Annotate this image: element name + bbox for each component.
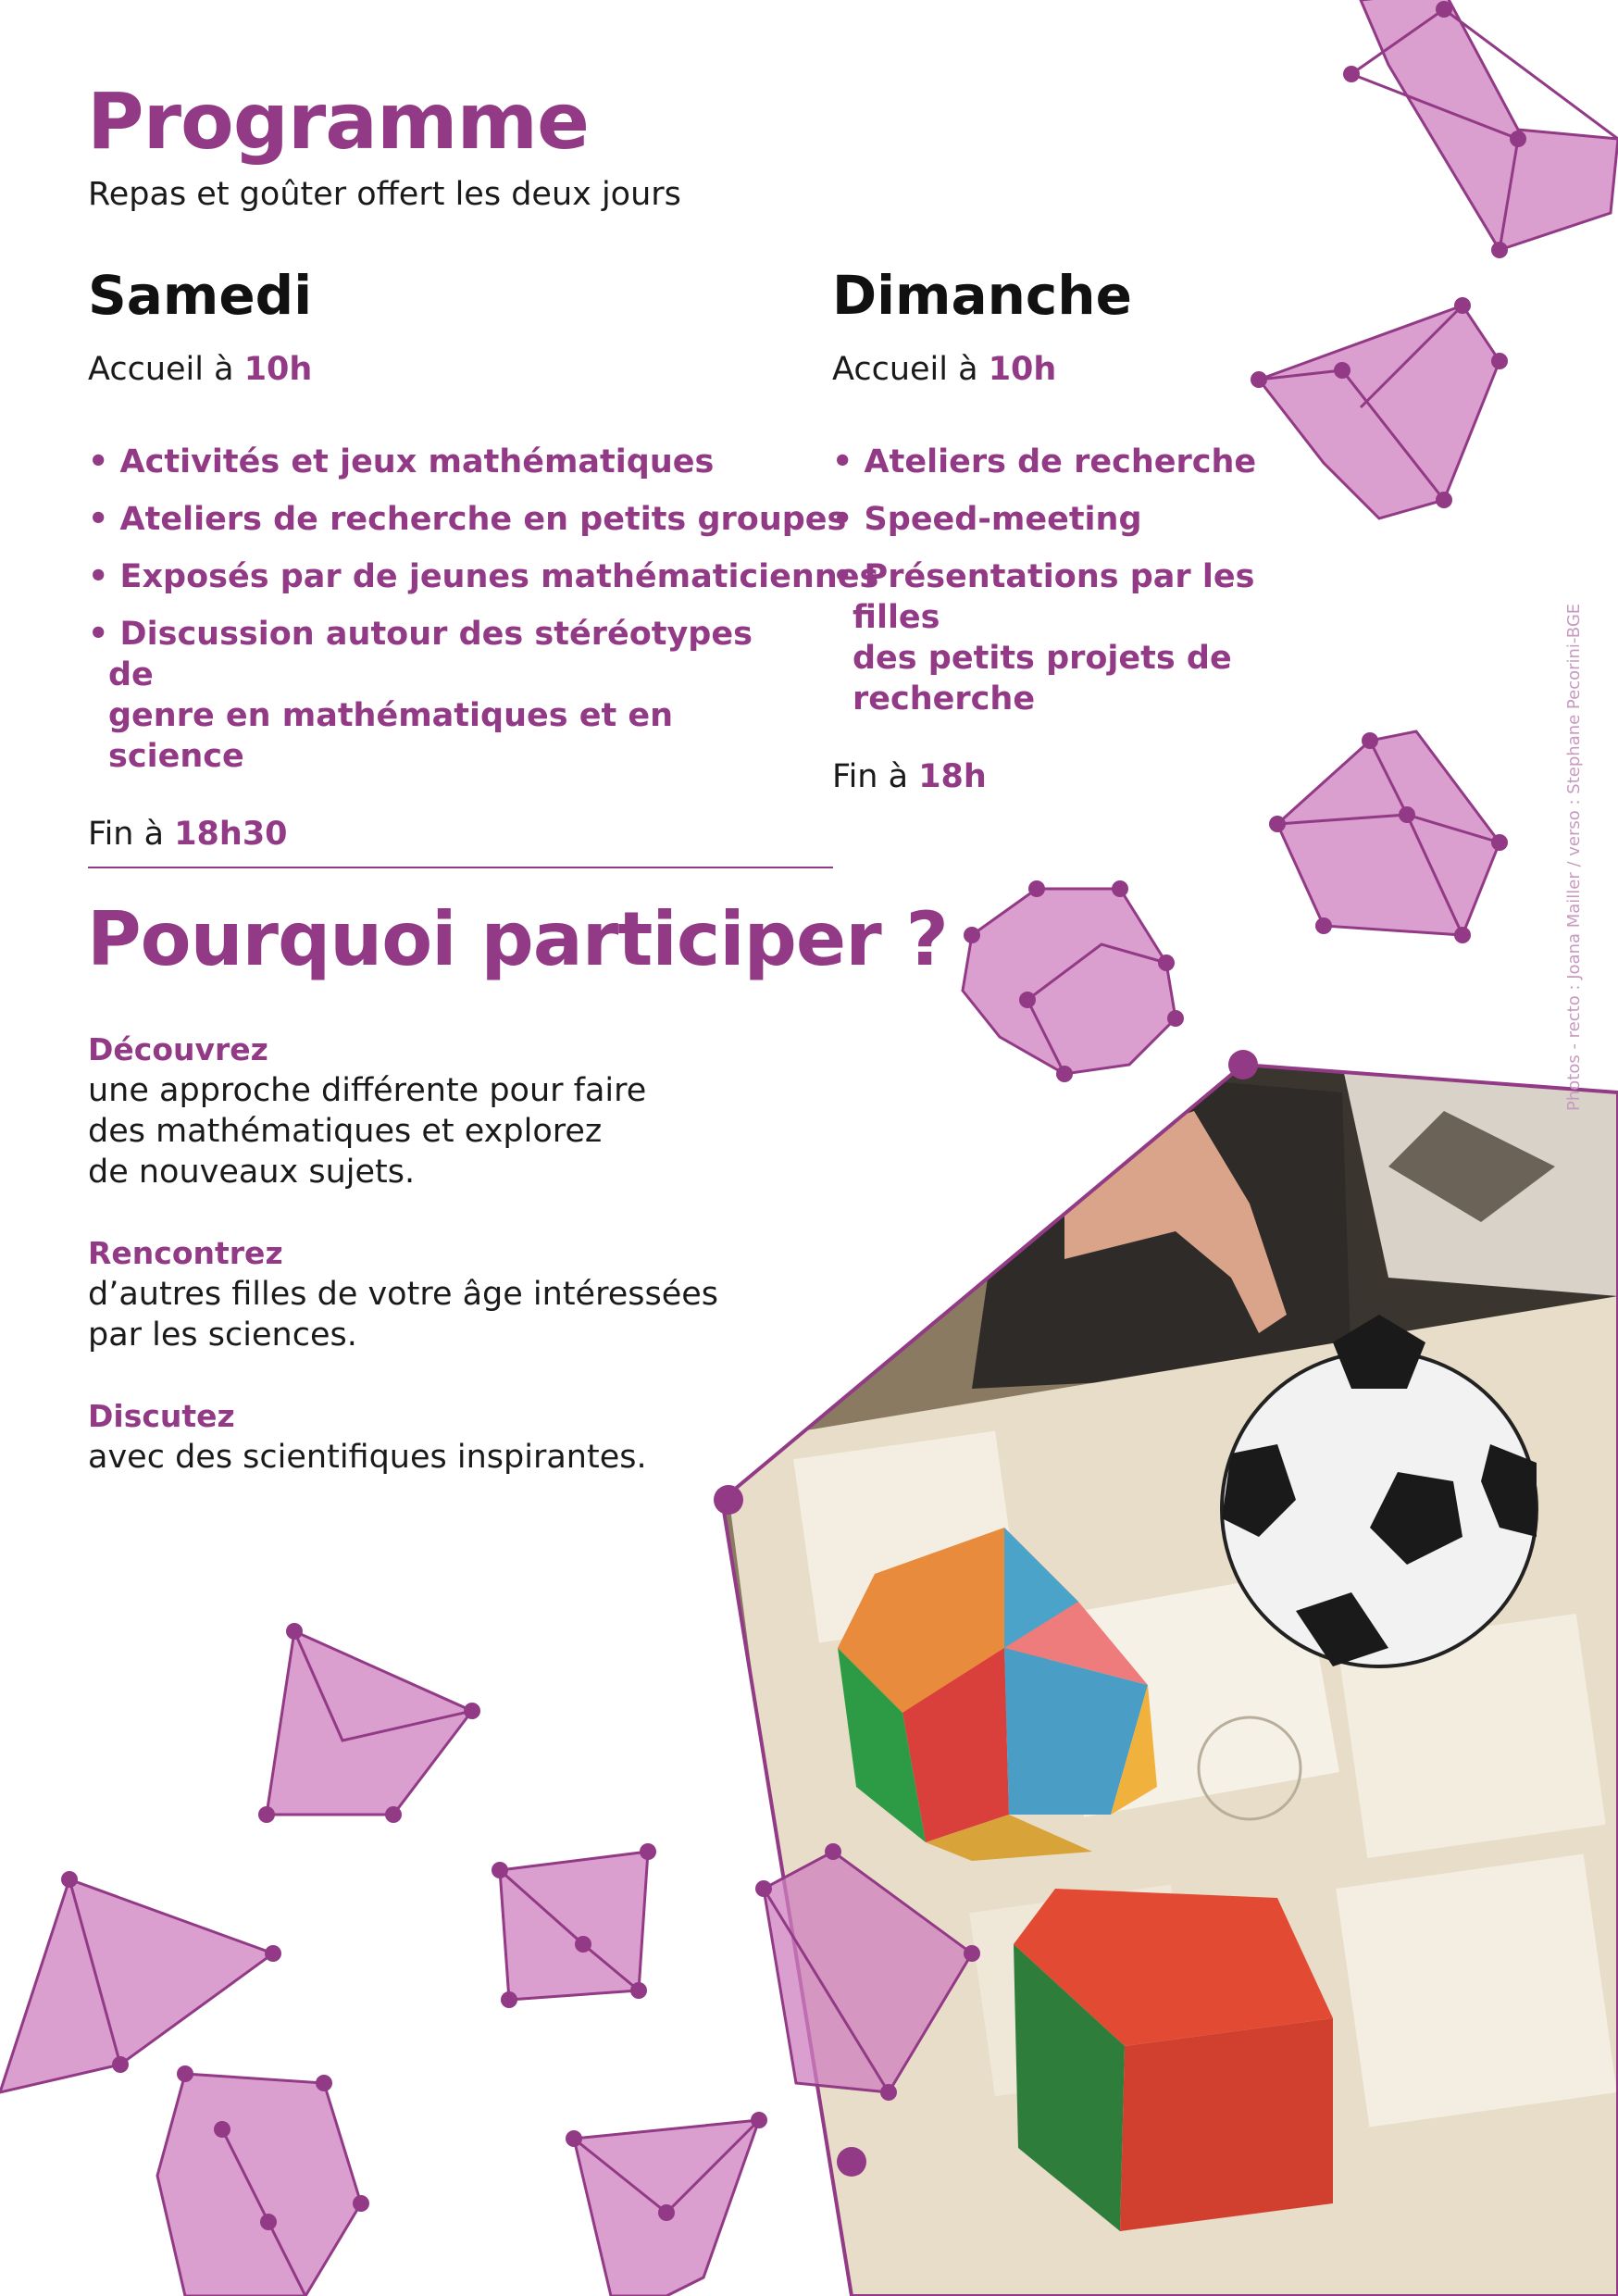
saturday-section bbox=[88, 264, 879, 853]
saturday-item: • Ateliers de recherche en petits groupes bbox=[88, 501, 847, 538]
photo-scene bbox=[648, 1018, 1618, 2296]
sunday-item: • Ateliers de recherche bbox=[832, 443, 1257, 480]
sunday-item: • Présentations par les filles des petits projets de recherche bbox=[832, 558, 1255, 718]
sunday-end-prefix: Fin à bbox=[832, 758, 919, 795]
section-divider bbox=[88, 867, 833, 868]
programme-title: Programme bbox=[87, 76, 589, 167]
saturday-welcome-time: 10h bbox=[243, 351, 313, 388]
sunday-item: • Speed-meeting bbox=[832, 501, 1142, 538]
saturday-end bbox=[88, 816, 791, 853]
saturday-end-prefix: Fin à bbox=[88, 816, 175, 853]
reasons-section bbox=[88, 1029, 773, 1478]
sunday-title: Dimanche bbox=[832, 264, 1132, 327]
reason-discuss bbox=[88, 1396, 773, 1478]
reason-title: Discutez bbox=[88, 1398, 235, 1434]
saturday-welcome-prefix: Accueil à bbox=[88, 351, 244, 388]
saturday-activities bbox=[88, 442, 879, 777]
reason-discover bbox=[88, 1029, 773, 1192]
photo-credit: Photos - recto : Joana Mailler / verso : Stephane Pecorini-BGE bbox=[1564, 603, 1584, 1111]
saturday-item: • Discussion autour des stéréotypes de genre en mathématiques et en science bbox=[88, 616, 753, 775]
reason-text: d’autres filles de votre âge intéressées par les sciences. bbox=[88, 1276, 719, 1354]
sunday-end bbox=[832, 758, 1350, 795]
reason-title: Rencontrez bbox=[88, 1235, 283, 1271]
sunday-welcome bbox=[832, 351, 1350, 388]
reason-meet bbox=[88, 1233, 773, 1355]
saturday-end-time: 18h30 bbox=[174, 816, 288, 853]
sunday-end-time: 18h bbox=[918, 758, 987, 795]
reason-text: avec des scientifiques inspirantes. bbox=[88, 1439, 647, 1476]
sunday-activities bbox=[832, 442, 1350, 719]
why-title: Pourquoi participer ? bbox=[87, 896, 948, 982]
sunday-section bbox=[832, 264, 1350, 795]
saturday-item: • Exposés par de jeunes mathématiciennes bbox=[88, 558, 879, 595]
sunday-welcome-prefix: Accueil à bbox=[832, 351, 989, 388]
programme-subtitle: Repas et goûter offert les deux jours bbox=[88, 176, 681, 213]
saturday-title: Samedi bbox=[88, 264, 313, 327]
saturday-welcome bbox=[88, 351, 791, 388]
reason-title: Découvrez bbox=[88, 1031, 268, 1067]
saturday-item: • Activités et jeux mathématiques bbox=[88, 443, 715, 480]
reason-text: une approche différente pour faire des mathématiques et explorez de nouveaux sujets. bbox=[88, 1072, 647, 1191]
sunday-welcome-time: 10h bbox=[988, 351, 1057, 388]
